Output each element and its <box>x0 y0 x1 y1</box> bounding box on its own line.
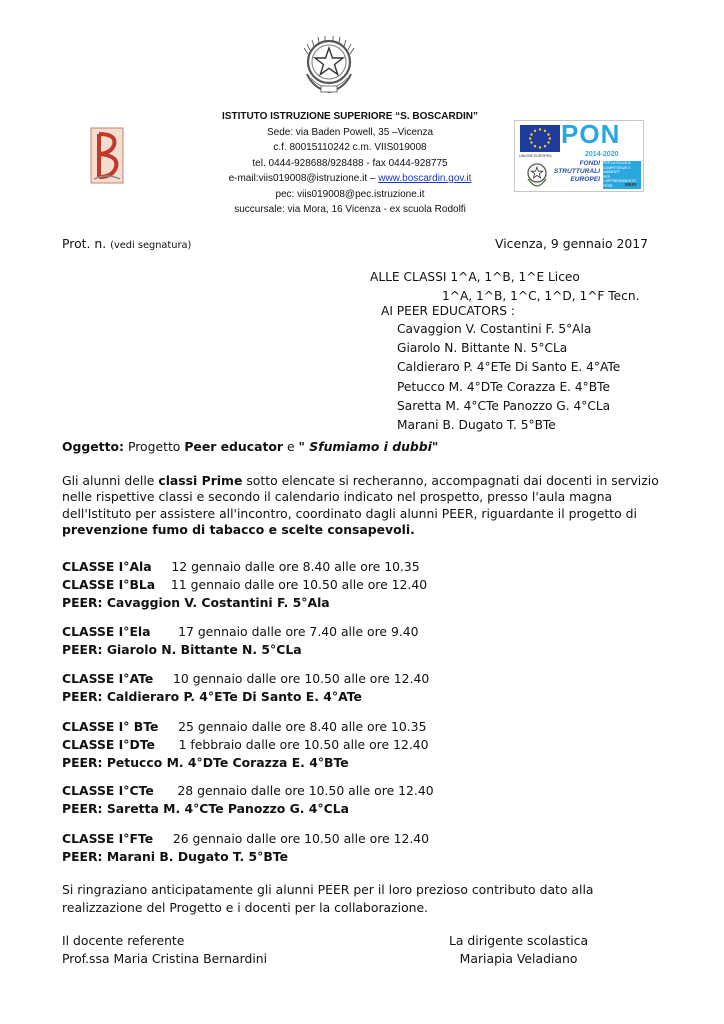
protocol-label: Prot. n. <box>62 236 107 251</box>
school-branch: succursale: via Mora, 16 Vicenza - ex scuola Rodolfi <box>234 204 466 215</box>
subject-line <box>62 439 662 455</box>
pon-detail-line: COMPETENZE E AMBIENTI <box>603 166 641 175</box>
signature-area <box>0 926 724 966</box>
pon-logo <box>514 120 644 192</box>
peer-list-item: Giarolo N. Bittante N. 5°CLa <box>397 341 568 356</box>
schedule-class-row <box>62 718 662 736</box>
intro-bold: prevenzione fumo di tabacco e scelte consapevoli. <box>62 521 415 537</box>
eu-label: UNIONE EUROPEA <box>519 154 552 158</box>
boscardin-logo-icon <box>90 127 124 184</box>
class-time: 1 febbraio dalle ore 10.50 alle ore 12.40 <box>178 737 429 752</box>
intro-paragraph <box>62 473 664 538</box>
schedule-group <box>62 830 662 866</box>
signature-left-name: Prof.ssa Maria Cristina Bernardini <box>62 951 268 966</box>
school-email-line <box>140 171 560 187</box>
signature-left <box>62 932 267 968</box>
closing-paragraph: Si ringraziano anticipatamente gli alunni PEER per il loro prezioso contributo dato alla realizzazione del Progetto e i docenti per la collaborazione. <box>62 882 594 915</box>
italy-emblem-icon <box>525 161 549 187</box>
subject-title: " Sfumiamo i dubbi" <box>298 439 439 454</box>
class-name: CLASSE I° BTe <box>62 719 159 734</box>
schedule-class-row <box>62 576 662 594</box>
peer-list <box>397 320 620 435</box>
republic-emblem-icon <box>299 34 359 96</box>
schedule-class-row <box>62 558 662 576</box>
school-phones: tel. 0444-928688/928488 - fax 0444-928775 <box>252 157 448 169</box>
schedule-class-row <box>62 623 662 641</box>
pon-years: 2014-2020 <box>585 151 619 158</box>
school-website-link[interactable]: www.boscardin.gov.it <box>378 173 472 184</box>
fondi-line: STRUTTURALI <box>553 168 600 175</box>
signature-right <box>449 932 588 968</box>
schedule-peer-row: PEER: Giarolo N. Bittante N. 5°CLa <box>62 642 302 657</box>
school-address: Sede: via Baden Powell, 35 –Vicenza <box>266 126 434 138</box>
signature-right-name: Mariapia Veladiano <box>459 951 578 966</box>
class-time: 25 gennaio dalle ore 8.40 alle ore 10.35 <box>178 719 427 734</box>
schedule-peer-row: PEER: Caldieraro P. 4°ETe Di Santo E. 4°ATe <box>62 689 362 704</box>
subject-project: Peer educator <box>184 439 283 454</box>
recipients-line-1: ALLE CLASSI 1^A, 1^B, 1^E Liceo <box>370 270 580 284</box>
school-pec: pec: viis019008@pec.istruzione.it <box>275 188 425 200</box>
fondi-line: EUROPEI <box>570 176 600 183</box>
peer-list-item: Marani B. Dugato T. 5°BTe <box>397 418 556 433</box>
intro-text: sotto elencate si recheranno, accompagnati dai docenti in servizio nelle rispettive classi e secondo il calendario indicato nel prospetto, presso l'aula magna dell'Istituto per assistere all'incontro, coordinato dagli alunni PEER, riguardante il progetto di <box>62 473 659 521</box>
pon-fondi <box>552 160 600 184</box>
recipients-line-2: 1^A, 1^B, 1^C, 1^D, 1^F Tecn. <box>442 289 640 303</box>
pon-ministry: MIUR <box>625 182 637 187</box>
intro-text: Gli alunni delle <box>62 473 159 488</box>
signature-right-title: La dirigente scolastica <box>449 933 589 948</box>
protocol-note: (vedi segnatura) <box>110 240 192 251</box>
schedule-class-row <box>62 670 662 688</box>
schedule-class-row <box>62 782 662 800</box>
intro-bold: classi Prime <box>158 473 243 488</box>
signature-left-title: Il docente referente <box>62 933 185 948</box>
schedule-class-row <box>62 830 662 848</box>
schedule-group <box>62 718 662 772</box>
schedule-peer-row: PEER: Marani B. Dugato T. 5°BTe <box>62 849 288 864</box>
subject-text: Progetto <box>124 439 185 454</box>
class-time: 12 gennaio dalle ore 8.40 alle ore 10.35 <box>171 559 420 574</box>
subject-conj: e <box>283 439 299 454</box>
schedule-group <box>62 558 662 612</box>
peer-list-item: Petucco M. 4°DTe Corazza E. 4°BTe <box>397 379 610 394</box>
schedule-group <box>62 623 662 659</box>
class-name: CLASSE I°ATe <box>62 671 154 686</box>
schedule-group <box>62 782 662 818</box>
class-time: 26 gennaio dalle ore 10.50 alle ore 12.40 <box>172 831 430 846</box>
protocol-line <box>62 236 191 251</box>
school-name: ISTITUTO ISTRUZIONE SUPERIORE “S. BOSCARDIN” <box>222 111 478 122</box>
class-name: CLASSE I°Ela <box>62 624 151 639</box>
schedule-peer-row: PEER: Petucco M. 4°DTe Corazza E. 4°BTe <box>62 755 349 770</box>
fondi-line: FONDI <box>579 160 600 167</box>
document-date: Vicenza, 9 gennaio 2017 <box>494 236 648 251</box>
class-name: CLASSE I°BLa <box>62 577 156 592</box>
class-name: CLASSE I°FTe <box>62 831 154 846</box>
pon-detail-line: PER LA SCUOLA <box>603 161 641 166</box>
peer-educators-title: AI PEER EDUCATORS : <box>381 304 516 318</box>
class-time: 10 gennaio dalle ore 10.50 alle ore 12.40 <box>173 671 430 686</box>
peer-list-item: Saretta M. 4°CTe Panozzo G. 4°CLa <box>397 398 611 413</box>
subject-label: Oggetto: <box>62 439 124 454</box>
pon-title: PON <box>561 119 621 149</box>
schedule-group <box>62 670 662 706</box>
schedule-class-row <box>62 736 662 754</box>
eu-flag-icon <box>520 125 560 152</box>
class-name: CLASSE I°DTe <box>62 737 155 752</box>
peer-list-item: Cavaggion V. Costantini F. 5°Ala <box>397 322 592 336</box>
class-time: 11 gennaio dalle ore 10.50 alle ore 12.40 <box>170 577 428 592</box>
pon-detail-line: PER L'APPRENDIMENTO <box>603 175 641 184</box>
schedule-peer-row: PEER: Saretta M. 4°CTe Panozzo G. 4°CLa <box>62 801 349 816</box>
class-name: CLASSE I°CTe <box>62 783 154 798</box>
school-codes: c.f. 80015110242 c.m. VIIS019008 <box>273 142 427 153</box>
school-header <box>140 109 560 218</box>
pon-detail-line: FESR <box>603 184 641 189</box>
school-email: e-mail:viis019008@istruzione.it – <box>228 173 379 184</box>
class-time: 28 gennaio dalle ore 10.50 alle ore 12.40 <box>177 783 434 798</box>
class-time: 17 gennaio dalle ore 7.40 alle ore 9.40 <box>178 624 419 639</box>
class-name: CLASSE I°Ala <box>62 559 152 574</box>
peer-list-item: Caldieraro P. 4°ETe Di Santo E. 4°ATe <box>397 360 621 375</box>
schedule-peer-row: PEER: Cavaggion V. Costantini F. 5°Ala <box>62 595 330 610</box>
